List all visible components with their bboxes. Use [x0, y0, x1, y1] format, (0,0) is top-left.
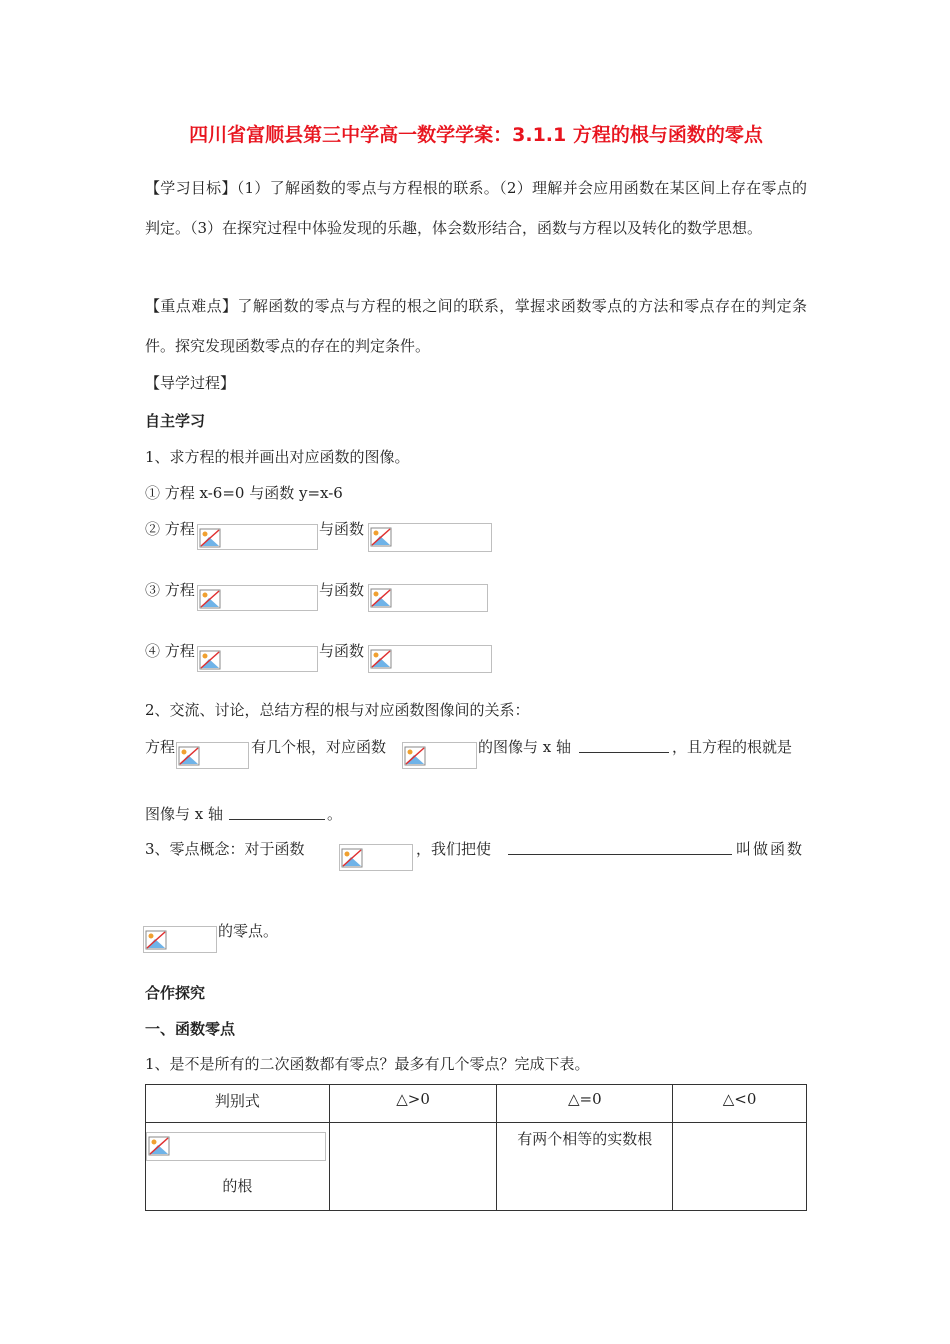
function-image-placeholder [402, 742, 477, 769]
equation-image-placeholder [176, 742, 249, 769]
question-2-line1-b: 有几个根，对应函数 [251, 738, 387, 756]
broken-image-icon [370, 527, 392, 547]
broken-image-icon [199, 528, 221, 548]
cooperative-heading: 合作探究 [145, 984, 206, 1002]
page-title: 四川省富顺县第三中学高一数学学案：3.1.1 方程的根与函数的零点 [189, 124, 763, 146]
question-2-line2-b: 。 [327, 805, 343, 823]
broken-image-icon [199, 650, 221, 670]
question-1: 1、求方程的根并画出对应函数的图像。 [145, 448, 410, 466]
table-header-cell: △>0 [329, 1085, 497, 1123]
broken-image-icon [145, 930, 167, 950]
table-row [146, 1123, 807, 1211]
self-study-heading: 自主学习 [145, 412, 206, 430]
question-3-end: 的零点。 [218, 922, 279, 940]
table-header-row [146, 1085, 807, 1123]
answer-blank[interactable] [508, 838, 732, 855]
equation-image-placeholder [197, 646, 318, 672]
table-row-label: 的根 [222, 1177, 253, 1195]
table-header-cell: 判别式 [146, 1085, 330, 1123]
equation-image-placeholder [197, 524, 318, 550]
table-cell: 有两个相等的实数根 [497, 1123, 673, 1211]
broken-image-icon [199, 589, 221, 609]
function-image-placeholder [339, 844, 413, 871]
question-2-line1-a: 方程 [145, 738, 176, 756]
function-image-placeholder [368, 645, 492, 673]
equation-image-placeholder [197, 585, 318, 611]
broken-image-icon [370, 649, 392, 669]
key-difficult-points: 【重点难点】了解函数的零点与方程的根之间的联系，掌握求函数零点的方法和零点存在的判定条件。探究发现函数零点的存在的判定条件。 [145, 297, 807, 355]
table-row-label-cell [146, 1123, 330, 1211]
broken-image-icon [370, 588, 392, 608]
with-function-label: 与函数 [319, 520, 365, 538]
table-header-cell: △<0 [673, 1085, 807, 1123]
question-3-c: 叫做函数 [736, 840, 805, 858]
process-heading: 【导学过程】 [145, 374, 236, 392]
section-1-heading: 一、函数零点 [145, 1020, 236, 1038]
equation-image-placeholder [146, 1132, 326, 1161]
learning-objectives: 【学习目标】（1）了解函数的零点与方程根的联系。（2）理解并会应用函数在某区间上存在零点的判定。（3）在探究过程中体验发现的乐趣，体会数形结合，函数与方程以及转化的数学思想。 [145, 179, 807, 237]
question-1-item-1: ① 方程 x-6=0 与函数 y=x-6 [145, 484, 343, 502]
with-function-label: 与函数 [319, 642, 365, 660]
question-2-line2-a: 图像与 x 轴 [145, 805, 223, 823]
function-image-placeholder [368, 584, 488, 612]
question-2-line1-c: 的图像与 x 轴 [478, 738, 571, 756]
question-1-item-4-label: ④ 方程 [145, 642, 195, 660]
broken-image-icon [148, 1136, 170, 1156]
function-image-placeholder [143, 926, 217, 953]
question-2: 2、交流、讨论，总结方程的根与对应函数图像间的关系： [145, 701, 530, 719]
table-cell [329, 1123, 497, 1211]
answer-blank[interactable] [579, 736, 669, 753]
question-3-a: 3、零点概念：对于函数 [145, 840, 305, 858]
discriminant-table [145, 1084, 807, 1211]
question-2-line1-d: ，且方程的根就是 [672, 738, 793, 756]
answer-blank[interactable] [229, 803, 325, 820]
section-1-question-1: 1、是不是所有的二次函数都有零点？最多有几个零点？完成下表。 [145, 1055, 590, 1073]
with-function-label: 与函数 [319, 581, 365, 599]
table-cell [673, 1123, 807, 1211]
question-1-item-3-label: ③ 方程 [145, 581, 195, 599]
question-1-item-2-label: ② 方程 [145, 520, 195, 538]
broken-image-icon [404, 746, 426, 766]
broken-image-icon [178, 746, 200, 766]
broken-image-icon [341, 848, 363, 868]
table-header-cell: △=0 [497, 1085, 673, 1123]
function-image-placeholder [368, 523, 492, 552]
question-3-b: ，我们把使 [416, 840, 492, 858]
